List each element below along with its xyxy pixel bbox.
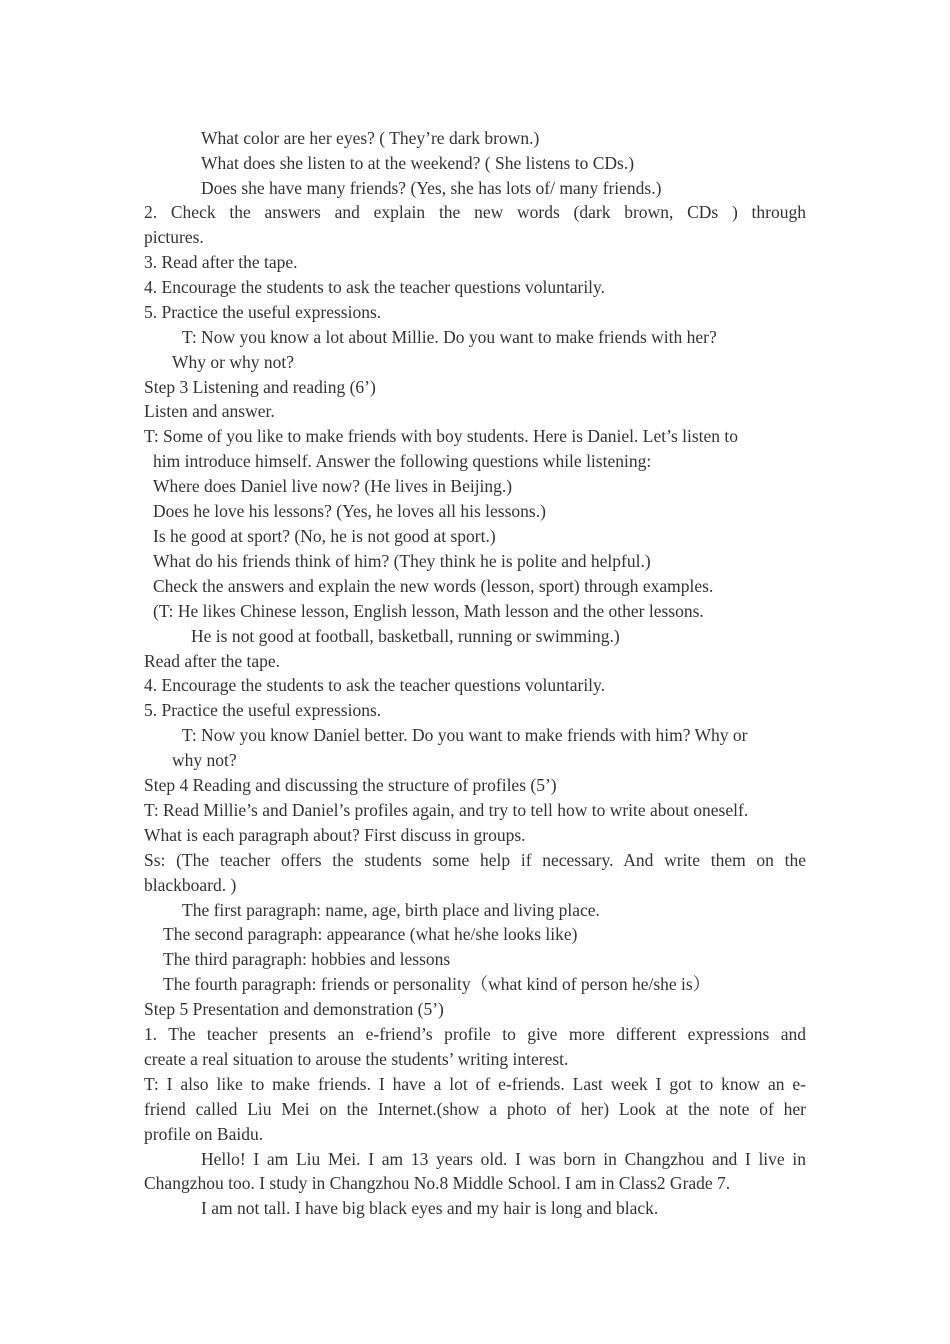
text-line: What do his friends think of him? (They think he is polite and helpful.) [153, 551, 651, 571]
text-line: Is he good at sport? (No, he is not good at sport.) [153, 526, 496, 546]
text-line: 5. Practice the useful expressions. [144, 302, 382, 322]
text-line: Read after the tape. [144, 651, 281, 671]
text-line: The first paragraph: name, age, birth place and living place. [182, 900, 600, 920]
text-line: 2. Check the answers and explain the new words (dark brown, CDs ) through [144, 202, 806, 222]
text-line: Does she have many friends? (Yes, she has lots of/ many friends.) [201, 178, 662, 198]
text-line: create a real situation to arouse the students’ writing interest. [144, 1049, 569, 1069]
text-line: pictures. [144, 227, 204, 247]
text-line: 1. The teacher presents an e-friend’s profile to give more different expressions and [144, 1024, 806, 1044]
text-line: him introduce himself. Answer the following questions while listening: [153, 451, 652, 471]
text-line: (T: He likes Chinese lesson, English lesson, Math lesson and the other lessons. [153, 601, 704, 621]
text-line: Hello! I am Liu Mei. I am 13 years old. I was born in Changzhou and I live in [201, 1149, 806, 1169]
text-line: What color are her eyes? ( They’re dark brown.) [201, 128, 540, 148]
text-line: Step 3 Listening and reading (6’) [144, 377, 376, 397]
text-line: Changzhou too. I study in Changzhou No.8 Middle School. I am in Class2 Grade 7. [144, 1173, 731, 1193]
text-line: The fourth paragraph: friends or personality（what kind of person he/she is） [163, 974, 711, 994]
text-line: He is not good at football, basketball, running or swimming.) [191, 626, 620, 646]
text-line: I am not tall. I have big black eyes and my hair is long and black. [201, 1198, 659, 1218]
text-line: friend called Liu Mei on the Internet.(show a photo of her) Look at the note of her [144, 1099, 806, 1119]
text-line: T: Now you know Daniel better. Do you want to make friends with him? Why or [182, 725, 748, 745]
text-line: 4. Encourage the students to ask the teacher questions voluntarily. [144, 277, 606, 297]
text-line: 3. Read after the tape. [144, 252, 298, 272]
text-line: T: I also like to make friends. I have a lot of e-friends. Last week I got to know an e- [144, 1074, 806, 1094]
text-line: T: Read Millie’s and Daniel’s profiles again, and try to tell how to write about oneself. [144, 800, 749, 820]
text-line: Step 5 Presentation and demonstration (5’) [144, 999, 444, 1019]
text-line: Does he love his lessons? (Yes, he loves all his lessons.) [153, 501, 546, 521]
text-line: The second paragraph: appearance (what he/she looks like) [163, 924, 578, 944]
text-line: T: Some of you like to make friends with boy students. Here is Daniel. Let’s listen to [144, 426, 739, 446]
text-line: profile on Baidu. [144, 1124, 264, 1144]
text-line: why not? [172, 750, 237, 770]
text-line: Listen and answer. [144, 401, 275, 421]
text-line: Ss: (The teacher offers the students some help if necessary. And write them on the [144, 850, 806, 870]
text-line: The third paragraph: hobbies and lessons [163, 949, 451, 969]
text-line: Step 4 Reading and discussing the structure of profiles (5’) [144, 775, 557, 795]
text-line: What does she listen to at the weekend? ( She listens to CDs.) [201, 153, 635, 173]
text-line: Where does Daniel live now? (He lives in Beijing.) [153, 476, 513, 496]
text-line: What is each paragraph about? First discuss in groups. [144, 825, 526, 845]
text-line: Check the answers and explain the new words (lesson, sport) through examples. [153, 576, 714, 596]
text-line: 5. Practice the useful expressions. [144, 700, 382, 720]
text-line: 4. Encourage the students to ask the teacher questions voluntarily. [144, 675, 606, 695]
text-line: blackboard. ) [144, 875, 237, 895]
text-line: Why or why not? [172, 352, 294, 372]
text-line: T: Now you know a lot about Millie. Do you want to make friends with her? [182, 327, 717, 347]
